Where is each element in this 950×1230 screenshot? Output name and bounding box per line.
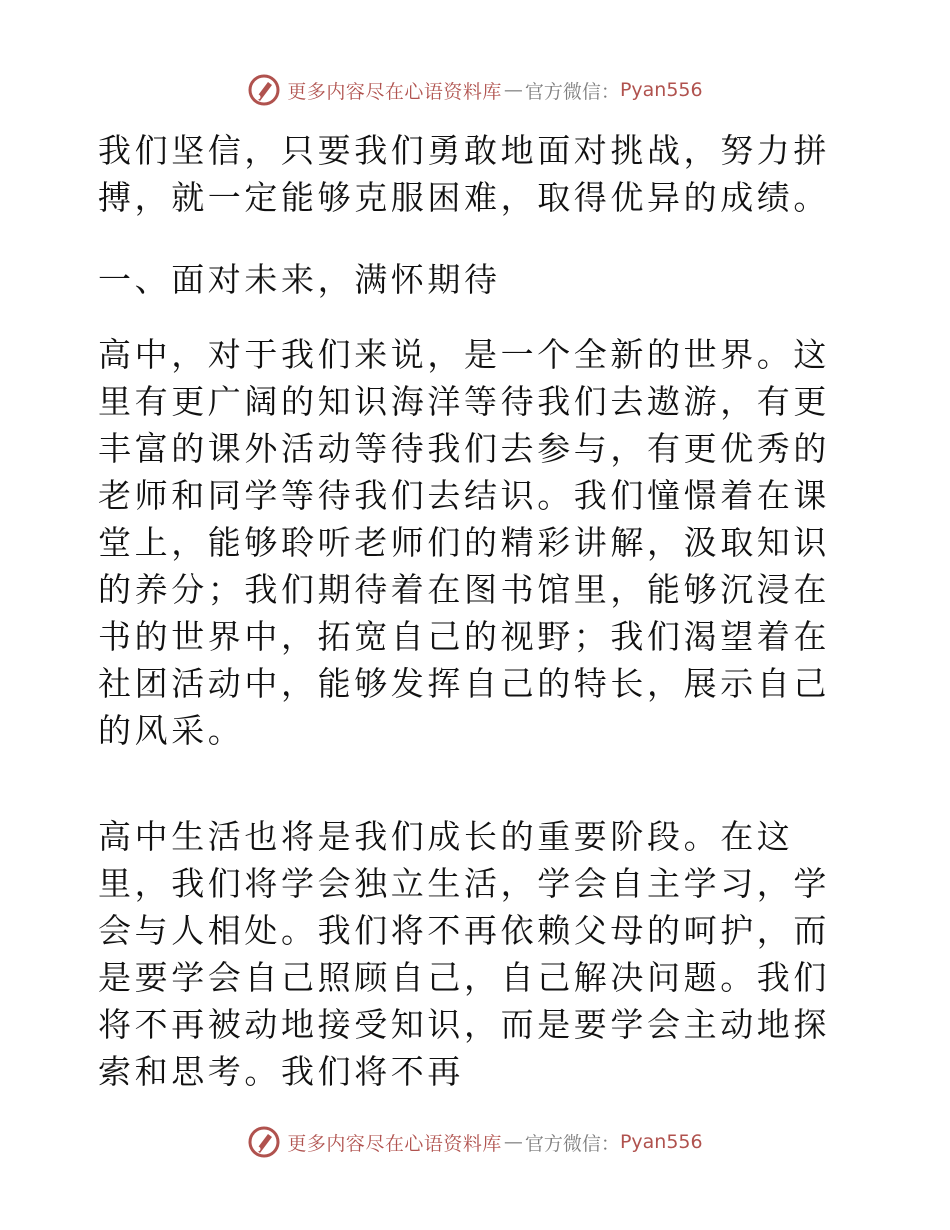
- paragraph-intro: 我们坚信，只要我们勇敢地面对挑战，努力拼搏，就一定能够克服困难，取得优异的成绩。: [98, 131, 830, 217]
- header-watermark: [0, 70, 950, 110]
- watermark-official-label: 官方微信：: [524, 1132, 620, 1155]
- watermark-official-label: 官方微信：: [524, 80, 620, 103]
- watermark-wechat-id: Pyan556: [619, 79, 703, 101]
- section-heading: 一、面对未来，满怀期待: [98, 260, 501, 299]
- paragraph-growth: 高中生活也将是我们成长的重要阶段。在这里，我们将学会独立生活，学会自主学习，学会与人相处。我们将不再依赖父母的呵护，而是要学会自己照顾自己，自己解决问题。我们将不再被动地接受知识，而是要学会主动地探索和思考。我们将不再: [98, 817, 830, 1091]
- pen-circle-logo-icon: [247, 1125, 281, 1159]
- paragraph-future: 高中，对于我们来说，是一个全新的世界。这里有更广阔的知识海洋等待我们去遨游，有更丰富的课外活动等待我们去参与，有更优秀的老师和同学等待我们去结识。我们憧憬着在课堂上，能够聆听老师们的精彩讲解，汲取知识的养分；我们期待着在图书馆里，能够沉浸在书的世界中，拓宽自己的视野；我们渴望着在社团活动中，能够发挥自己的特长，展示自己的风采。: [98, 335, 830, 750]
- watermark-text: 更多内容尽在心语资料库: [287, 80, 502, 103]
- watermark-dash: —: [503, 1131, 523, 1153]
- pen-circle-logo-icon: [247, 73, 281, 107]
- watermark-text: 更多内容尽在心语资料库: [287, 1132, 502, 1155]
- watermark-dash: —: [503, 79, 523, 101]
- watermark-wechat-id: Pyan556: [619, 1131, 703, 1153]
- footer-watermark: [0, 1122, 950, 1162]
